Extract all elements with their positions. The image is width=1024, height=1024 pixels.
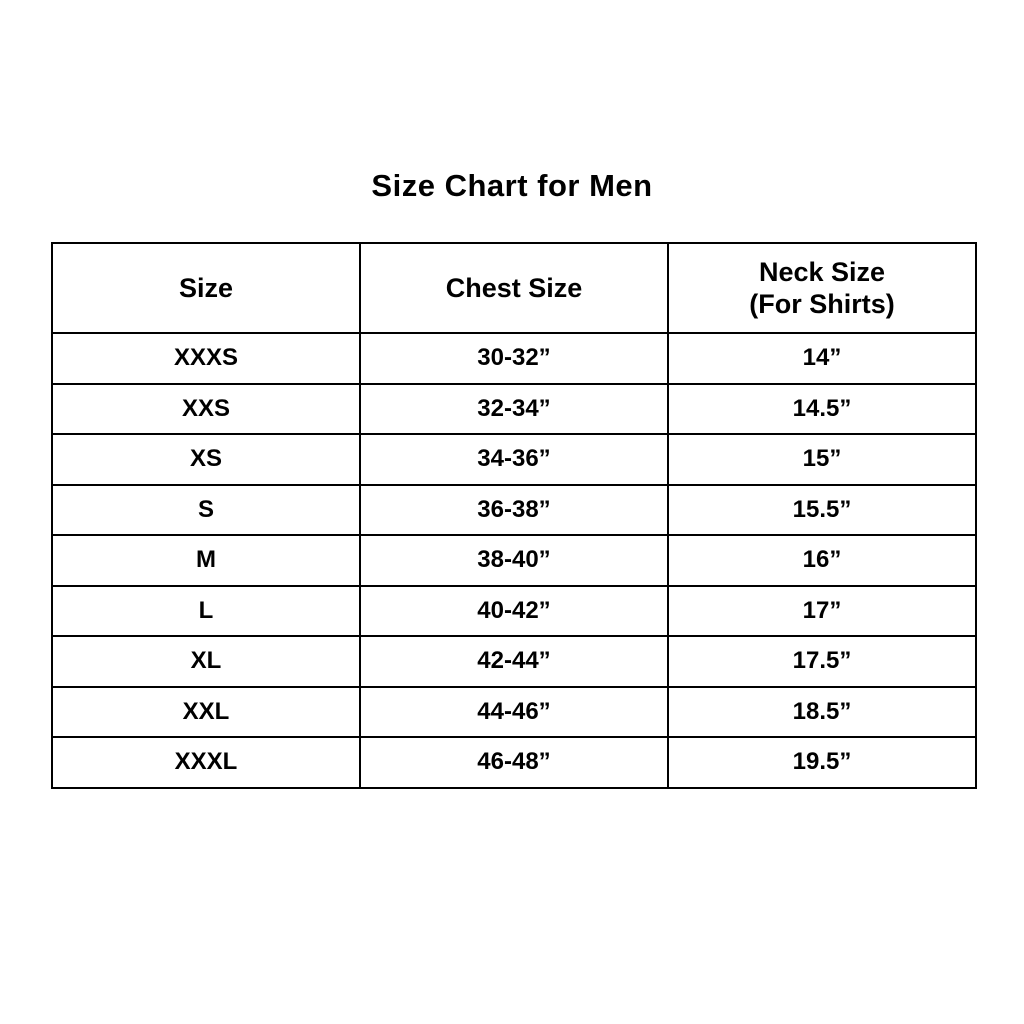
column-header-size	[52, 243, 360, 333]
table-cell: 46-48”	[360, 737, 668, 788]
table-row	[52, 687, 976, 738]
table-cell: XS	[52, 434, 360, 485]
column-header-sublabel: (For Shirts)	[749, 289, 895, 319]
column-header-label: Size	[178, 272, 234, 303]
column-header-chest-size	[360, 243, 668, 333]
table-row	[52, 485, 976, 536]
table-cell: 17”	[668, 586, 976, 637]
table-row	[52, 333, 976, 384]
table-cell: 17.5”	[668, 636, 976, 687]
table-cell: 38-40”	[360, 535, 668, 586]
table-cell: 16”	[668, 535, 976, 586]
table-cell: 44-46”	[360, 687, 668, 738]
table-cell: 42-44”	[360, 636, 668, 687]
page-title: Size Chart for Men	[371, 168, 653, 203]
table-cell: S	[52, 485, 360, 536]
size-chart-table	[51, 242, 977, 789]
table-cell: XXS	[52, 384, 360, 435]
table-cell: XXXL	[52, 737, 360, 788]
table-row	[52, 636, 976, 687]
table-cell: 32-34”	[360, 384, 668, 435]
table-cell: XXL	[52, 687, 360, 738]
table-cell: L	[52, 586, 360, 637]
column-header-label: Neck Size	[758, 256, 886, 287]
table-cell: 18.5”	[668, 687, 976, 738]
table-row	[52, 384, 976, 435]
table-header-row	[52, 243, 976, 333]
table-cell: 36-38”	[360, 485, 668, 536]
table-row	[52, 737, 976, 788]
table-cell: 40-42”	[360, 586, 668, 637]
table-cell: 34-36”	[360, 434, 668, 485]
column-header-label: Chest Size	[445, 272, 583, 303]
column-header-neck-size	[668, 243, 976, 333]
table-cell: 19.5”	[668, 737, 976, 788]
table-cell: M	[52, 535, 360, 586]
table-cell: XL	[52, 636, 360, 687]
table-row	[52, 535, 976, 586]
table-cell: 14”	[668, 333, 976, 384]
table-row	[52, 434, 976, 485]
table-cell: 30-32”	[360, 333, 668, 384]
table-cell: 15.5”	[668, 485, 976, 536]
table-row	[52, 586, 976, 637]
table-cell: XXXS	[52, 333, 360, 384]
table-cell: 15”	[668, 434, 976, 485]
table-cell: 14.5”	[668, 384, 976, 435]
table-body	[52, 333, 976, 788]
